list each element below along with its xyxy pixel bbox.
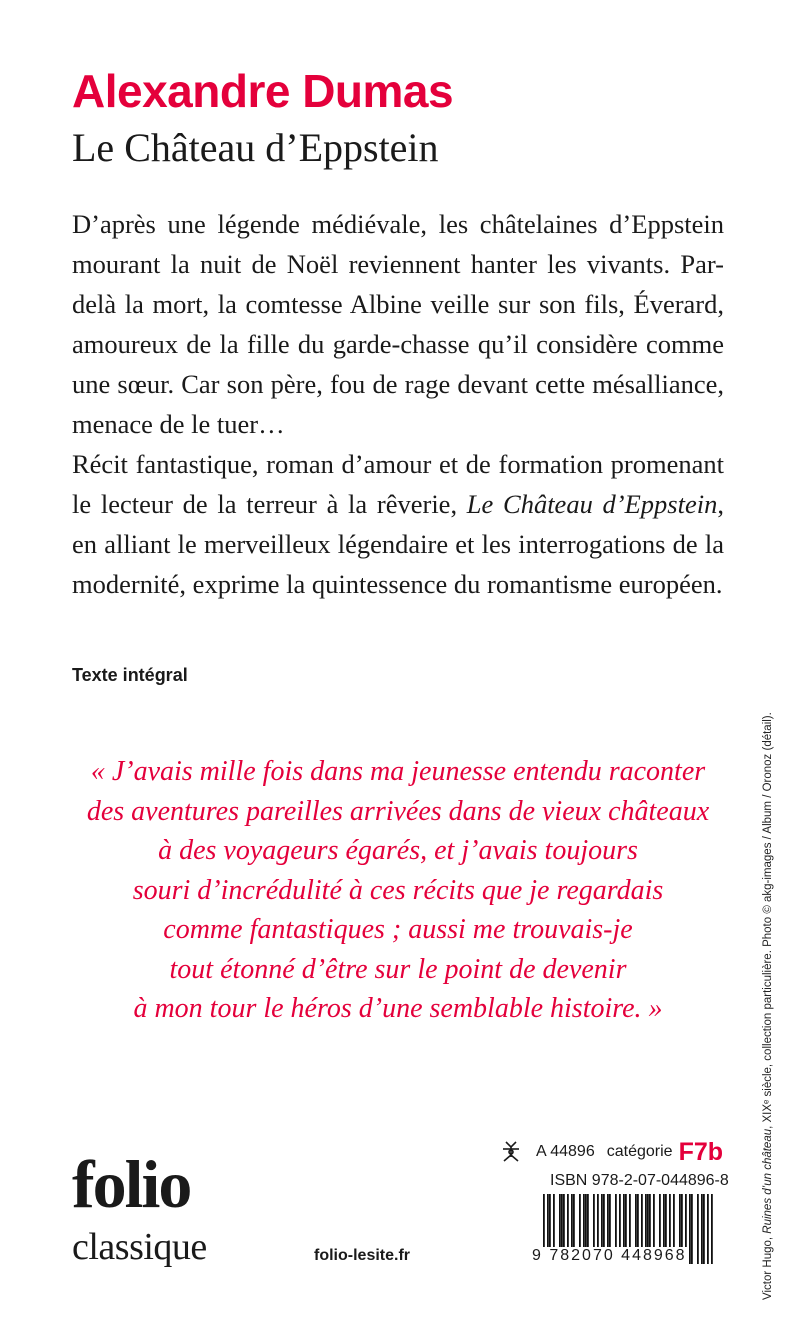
quote-line: des aventures pareilles arrivées dans de vieux châteaux [86,795,710,827]
blurb [72,204,724,604]
barcode-bar [711,1194,713,1264]
category-symbol-icon [498,1139,524,1165]
blurb-paragraph-1: D’après une légende médiévale, les châtelaines d’Eppstein mourant la nuit de Noël reviennent hanter les vivants. Par-delà la mort, la comtesse Albine veille sur son fils, Éverard, amoureux de la fille du garde-chasse qu’il considère comme une sœur. Car son père, fou de rage devant cette mésalliance, menace de le tuer… [72,209,724,439]
category-code: F7b [678,1137,724,1166]
barcode-bar [689,1194,691,1264]
author-name: Alexandre Dumas [72,65,454,117]
quote-line: souri d’incrédulité à ces récits que je regardais [132,874,664,906]
excerpt-quote [72,752,724,1029]
quote-line: comme fantastiques ; aussi me trouvais-je [163,914,633,945]
credit-work-title: Ruines d’un château [762,1128,774,1234]
credit-suffix: , XIXᵉ siècle, collection particulière. Photo © akg-images / Album / Oronoz (détail). [762,712,774,1129]
blurb-book-title-italic: Le Château d’Eppstein [466,489,718,519]
classique-logo: classique [72,1226,207,1268]
book-title: Le Château d’Eppstein [72,125,439,170]
barcode-bar [701,1194,703,1264]
image-credit [762,712,774,1300]
isbn: ISBN 978-2-07-044896-8 [550,1172,729,1189]
barcode-bar [697,1194,699,1264]
barcode-bar [691,1194,693,1264]
publisher-website: folio-lesite.fr [314,1247,411,1264]
quote-line: à des voyageurs égarés, et j’avais toujours [158,835,638,866]
blurb-paragraph-2-start: Récit fantastique, roman d’amour et de formation promenant le lecteur de la terreur à la rêverie, [72,449,724,519]
quote-line: « J’avais mille fois dans ma jeunesse entendu raconter [90,756,706,787]
barcode-number: 9 782070 448968 [532,1247,687,1264]
credit-prefix: Victor Hugo, [762,1233,774,1300]
quote-line: à mon tour le héros d’une semblable histoire. » [133,993,663,1024]
integral-text-label: Texte intégral [72,665,188,685]
catalog-row [498,1138,723,1166]
folio-logo: folio [72,1146,191,1222]
blurb-paragraph-2 [72,444,724,604]
catalog-reference: A 44896 [536,1143,595,1160]
barcode-bar [707,1194,709,1264]
category-label: catégorie [606,1143,673,1160]
blurb-paragraph-2-end: , en alliant le merveilleux légendaire et les interrogations de la modernité, exprime la quintessence du romantisme européen. [72,489,724,599]
quote-line: tout étonné d’être sur le point de devenir [169,953,627,985]
barcode-bar [703,1194,705,1264]
